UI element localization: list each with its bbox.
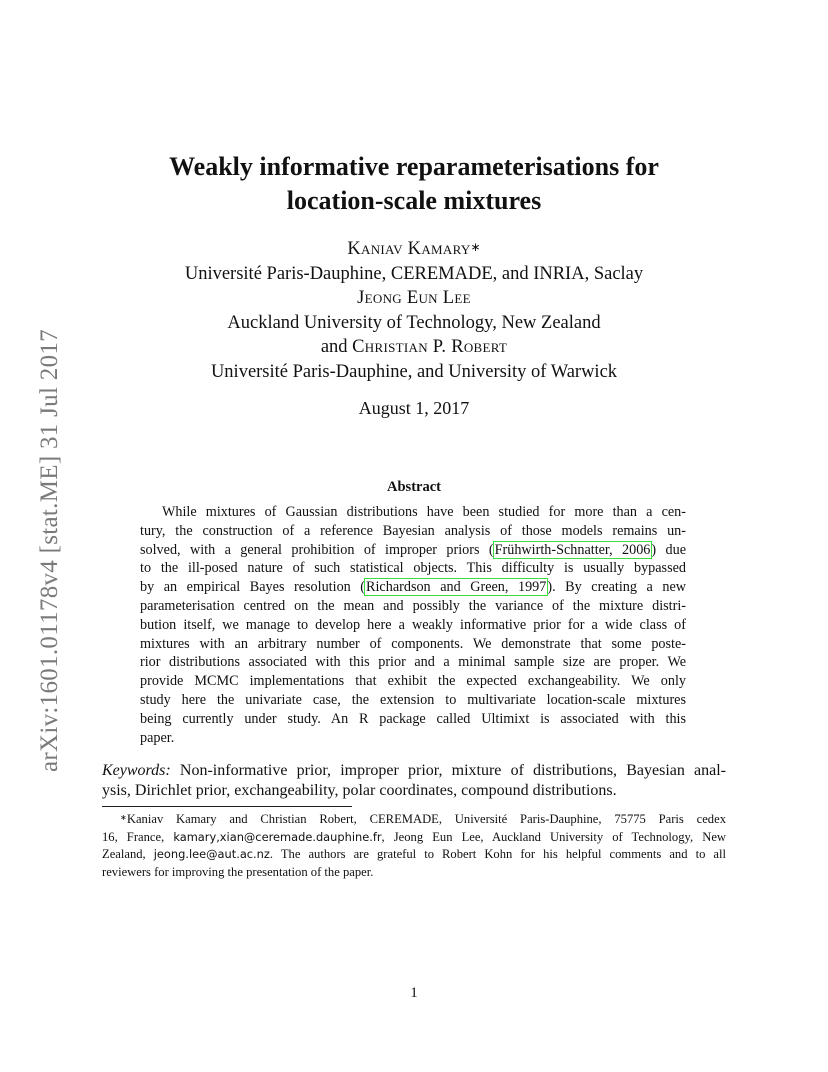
affiliation-3: Université Paris-Dauphine, and University of Warwick xyxy=(210,361,618,382)
footnote-text: , Jeong Eun Lee, Auckland University of Technology, New xyxy=(381,829,726,844)
arxiv-identifier: arXiv:1601.01178v4 [stat.ME] 31 Jul 2017 xyxy=(36,329,63,772)
email-link-1[interactable]: kamary,xian@ceremade.dauphine.fr xyxy=(173,829,382,844)
footnote-text: . The authors are grateful to Robert Kohn for his helpful comments and to all xyxy=(269,847,726,861)
footnote xyxy=(102,811,726,881)
keywords-block xyxy=(102,761,726,801)
abstract-line: paper. xyxy=(140,729,175,746)
abstract-line-text: ). By creating a new xyxy=(547,579,686,596)
author-3-prefix: and xyxy=(320,337,348,357)
footnote-text: 16, France, xyxy=(102,829,165,844)
title-line-2: location-scale mixtures xyxy=(286,186,542,215)
footnote-line xyxy=(102,846,726,864)
paper-title xyxy=(90,150,738,218)
affiliation-2: Auckland University of Technology, New Zealand xyxy=(227,312,601,333)
keywords-line-2: ysis, Dirichlet prior, exchangeability, polar coordinates, compound distributions. xyxy=(102,782,617,799)
abstract-line: being currently under study. An R package called Ultimixt is associated with this xyxy=(140,710,686,727)
keywords-line-1 xyxy=(102,761,726,781)
keywords-text: Non-informative prior, improper prior, mixture of distributions, Bayesian anal- xyxy=(179,762,727,779)
abstract-line: While mixtures of Gaussian distributions have been studied for more than a cen- xyxy=(162,504,686,520)
footnote-text: Zealand, xyxy=(102,847,146,861)
abstract-line-text: solved, with a general prohibition of improper priors ( xyxy=(140,541,494,558)
author-2-name: Jeong Eun Lee xyxy=(357,288,471,308)
abstract-line xyxy=(140,578,686,597)
abstract-heading: Abstract xyxy=(387,479,441,495)
footnote-line xyxy=(102,811,726,829)
abstract-line: to the ill-posed nature of such statistical objects. This difficulty is usually bypassed xyxy=(140,560,686,577)
footnote-rule xyxy=(102,806,352,807)
abstract-line-text: by an empirical Bayes resolution ( xyxy=(140,579,366,596)
title-line-1: Weakly informative reparameterisations for xyxy=(169,152,659,181)
citation-link-richardson-green[interactable]: Richardson and Green, 1997 xyxy=(366,579,547,596)
abstract-line: rior distributions associated with this prior and a minimal sample size are proper. We xyxy=(140,654,686,671)
author-1-name: Kaniav Kamary xyxy=(347,239,471,259)
citation-link-fruhwirth[interactable]: Frühwirth-Schnatter, 2006 xyxy=(494,541,651,558)
footnote-mark: ∗ xyxy=(120,813,127,822)
email-link-2[interactable]: jeong.lee@aut.ac.nz xyxy=(153,847,270,861)
abstract-line: study here the univariate case, the extension to multivariate location-scale mixtures xyxy=(140,691,686,708)
author-1 xyxy=(110,237,718,262)
footnote-text: Kaniav Kamary and Christian Robert, CEREMADE, Université Paris-Dauphine, 75775 Paris cedex xyxy=(126,812,726,826)
footnote-line: reviewers for improving the presentation of the paper. xyxy=(102,864,374,879)
author-1-footnote-mark: ∗ xyxy=(470,240,481,254)
author-3-name: Christian P. Robert xyxy=(352,337,508,357)
author-3 xyxy=(110,335,718,360)
author-block xyxy=(110,237,718,384)
keywords-label: Keywords: xyxy=(102,762,171,779)
footnote-line xyxy=(102,829,726,847)
abstract-line: provide MCMC implementations that exhibit the expected exchangeability. We only xyxy=(140,673,686,690)
page-number: 1 xyxy=(410,985,418,1001)
affiliation-1: Université Paris-Dauphine, CEREMADE, and INRIA, Saclay xyxy=(184,263,644,284)
abstract-line: bution itself, we manage to develop here a weakly informative prior for a wide class of xyxy=(140,616,686,633)
abstract-line: tury, the construction of a reference Bayesian analysis of those models remains un- xyxy=(140,522,686,539)
paper-date: August 1, 2017 xyxy=(358,398,470,418)
abstract-line: mixtures with an arbitrary number of components. We demonstrate that some poste- xyxy=(140,635,686,652)
abstract-body xyxy=(140,503,686,747)
abstract-line: parameterisation centred on the mean and possibly the variance of the mixture distri- xyxy=(140,597,686,614)
abstract-line xyxy=(140,541,686,560)
abstract-line-text: ) due xyxy=(651,541,686,558)
